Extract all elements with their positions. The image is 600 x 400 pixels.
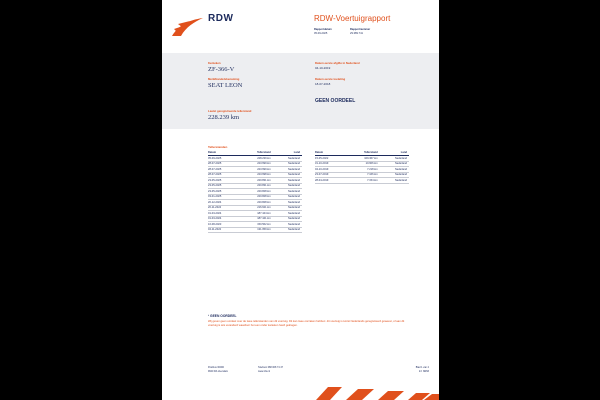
row-reading: 223.698 km [240, 172, 273, 178]
row-reading: 109.367 km [347, 156, 380, 162]
first-nl-value: 04-10-2019 [315, 66, 331, 70]
row-reading: 150.562 km [240, 222, 273, 228]
row-reading: 220.831 km [240, 178, 273, 184]
row-country: Nederland [273, 156, 302, 162]
brand-name: RDW [208, 13, 234, 24]
row-reading: 220.828 km [240, 189, 273, 195]
row-country: Nederland [273, 178, 302, 184]
col-reading: Tellerstand [240, 151, 273, 156]
row-country: Nederland [273, 211, 302, 217]
col-date: Datum [208, 151, 240, 156]
row-country: Nederland [380, 156, 409, 162]
row-date: 04-11-2022 [208, 227, 240, 233]
row-reading: 187.441 km [240, 216, 273, 222]
row-reading: 131.059 km [240, 227, 273, 233]
model-value: SEAT LEON [208, 82, 243, 89]
report-number: Rapportnummer 29.389.741 [350, 28, 371, 35]
row-reading: 220.828 km [240, 194, 273, 200]
row-country: Nederland [380, 172, 409, 178]
row-country: Nederland [273, 183, 302, 189]
footnote-title: ¹ GEEN OORDEEL [208, 314, 237, 318]
row-reading: 7.218 km [347, 167, 380, 173]
row-date: 28-04-2019 [315, 178, 347, 184]
row-reading: 10.606 km [347, 161, 380, 167]
decorative-stripes-icon [312, 385, 439, 400]
row-date: 23-05-2025 [208, 183, 240, 189]
first-admission-label: Datum eerste toelating [315, 77, 346, 81]
col-reading: Tellerstand [347, 151, 380, 156]
row-country: Nederland [273, 205, 302, 211]
row-reading: 220.828 km [240, 200, 273, 206]
row-reading: 216.621 km [240, 205, 273, 211]
row-date: 28-07-2025 [208, 161, 240, 167]
row-country: Nederland [273, 189, 302, 195]
row-reading: 228.239 km [240, 156, 273, 162]
col-country: Land [273, 151, 302, 156]
first-admission-value: 18-07-2018 [315, 82, 331, 86]
row-date: 15-05-2022 [315, 156, 347, 162]
row-date: 20-11-2024 [208, 205, 240, 211]
row-date: 01-03-2024 [208, 216, 240, 222]
odometer-table-left [208, 151, 302, 233]
row-country: Nederland [273, 194, 302, 200]
col-date: Datum [315, 151, 347, 156]
row-country: Nederland [273, 172, 302, 178]
odometer-section-title: Tellerstanden [208, 145, 228, 149]
plate-label: Kenteken [208, 61, 221, 65]
odometer-table-right [315, 151, 409, 184]
vehicle-info-band [162, 53, 439, 129]
footer-contact: Telefoon 088 008 74 47 www.rdw.nl [258, 366, 283, 373]
row-date: 20-12-2024 [208, 200, 240, 206]
row-reading: 7.166 km [347, 172, 380, 178]
table-row [208, 227, 302, 233]
row-date: 23-07-2019 [315, 172, 347, 178]
document-title: RDW-Voertuigrapport [314, 14, 391, 23]
row-date: 23-05-2025 [208, 189, 240, 195]
row-date: 04-10-2019 [315, 167, 347, 173]
row-country: Nederland [273, 227, 302, 233]
model-label: Merk/Handelsbenaming [208, 77, 240, 81]
odometer-label: Laatst geregistreerde tellerstand [208, 109, 252, 113]
row-reading: 220.831 km [240, 183, 273, 189]
row-country: Nederland [273, 167, 302, 173]
footnote-text: Wij geven geen oordeel over de twee tellerstanden van dit voertuig. Dit kan twee oorzaken hebben: dit voertuig is kortst Nederlands geregistreerd geweest, of aan dit voertuig is iets veranderd waardoor het een onder karteken heeft gekregen. [208, 320, 405, 328]
row-date: 03-01-2025 [208, 194, 240, 200]
judgement-verdict: GEEN OORDEEL [315, 98, 356, 104]
table-row [315, 178, 409, 184]
row-country: Nederland [273, 222, 302, 228]
col-country: Land [380, 151, 409, 156]
odometer-value: 228.239 km [208, 114, 240, 121]
row-country: Nederland [273, 216, 302, 222]
row-reading: 223.699 km [240, 167, 273, 173]
row-reading: 7.154 km [347, 178, 380, 184]
rdw-logo-icon [170, 16, 204, 38]
row-country: Nederland [380, 167, 409, 173]
row-reading: 223.699 km [240, 161, 273, 167]
report-date: Rapportdatum 05-09-2025 [314, 28, 332, 35]
plate-value: ZF-366-V [208, 66, 235, 73]
row-country: Nederland [273, 161, 302, 167]
row-date: 31-10-2019 [315, 161, 347, 167]
row-country: Nederland [380, 161, 409, 167]
row-date: 28-07-2025 [208, 172, 240, 178]
footer-postal: Postbus 30000 9640 RA Veendam [208, 366, 228, 373]
row-date: 01-03-2024 [208, 211, 240, 217]
row-country: Nederland [273, 200, 302, 206]
row-date: 05-09-2025 [208, 156, 240, 162]
row-reading: 187.444 km [240, 211, 273, 217]
report-page [162, 0, 439, 400]
row-date: 28-07-2025 [208, 167, 240, 173]
footer-page-number: Blad 1 van 2 Inf. NR93 [415, 366, 429, 373]
first-nl-label: Datum eerste afgifte in Nederland [315, 61, 360, 65]
row-date: 16-08-2023 [208, 222, 240, 228]
row-date: 23-05-2025 [208, 178, 240, 184]
row-country: Nederland [380, 178, 409, 184]
